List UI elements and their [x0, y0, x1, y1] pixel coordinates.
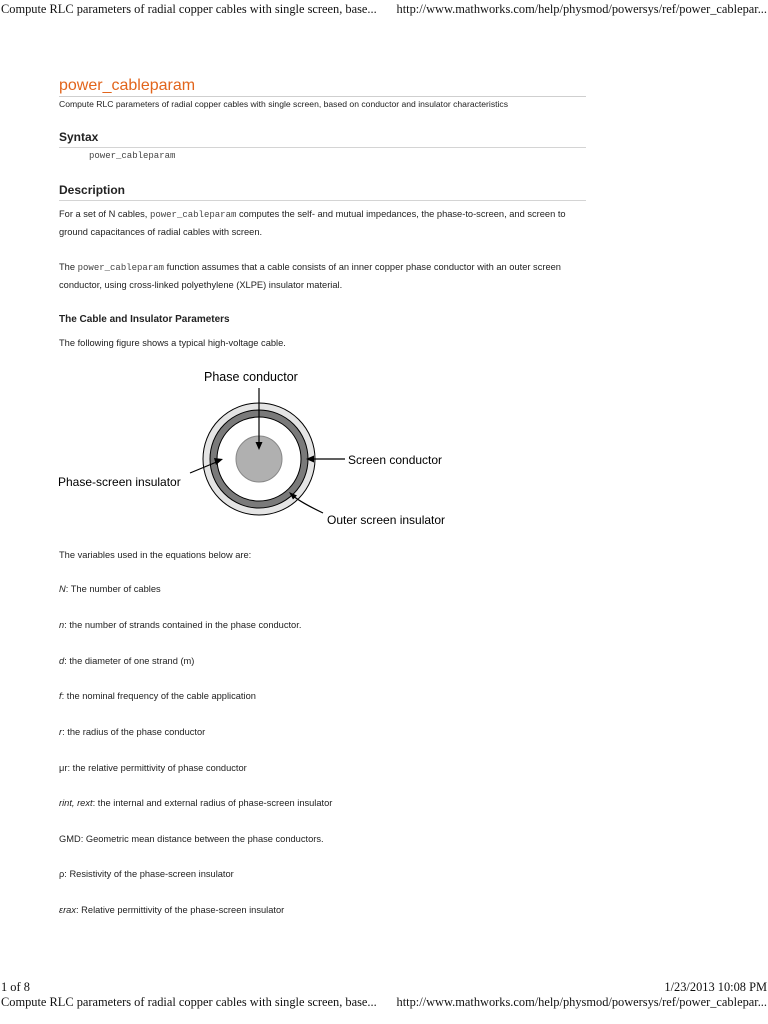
- page-title: power_cableparam: [59, 77, 196, 94]
- print-footer: [0, 980, 768, 996]
- page-count: 1 of 8: [1, 980, 30, 994]
- syntax-heading: Syntax: [59, 130, 99, 144]
- variable-item: εrax: Relative permittivity of the phase-screen insulator: [59, 905, 285, 915]
- cable-diagram: [55, 362, 455, 532]
- desc1-text-after: computes the self- and mutual impedances, the phase-to-screen, and screen to ground capacitances of radial cables with screen.: [59, 209, 566, 237]
- print-header-url: http://www.mathworks.com/help/physmod/powersys/ref/power_cablepar...: [396, 2, 767, 16]
- variable-item: n: the number of strands contained in the phase conductor.: [59, 620, 302, 630]
- desc2-code: power_cableparam: [77, 263, 165, 273]
- description-paragraph-2: [59, 259, 586, 294]
- label-outer-screen-insulator: Outer screen insulator: [327, 513, 446, 527]
- section-heading: The Cable and Insulator Parameters: [59, 314, 230, 325]
- print-header-url-next: http://www.mathworks.com/help/physmod/powersys/ref/power_cablepar...: [396, 995, 767, 1009]
- figure-intro: The following figure shows a typical high-voltage cable.: [59, 338, 286, 348]
- print-header-title: Compute RLC parameters of radial copper cables with single screen, base...: [1, 2, 377, 16]
- print-header-next-page: [0, 995, 768, 1011]
- variable-item: ρ: Resistivity of the phase-screen insulator: [59, 869, 234, 879]
- page-subtitle: Compute RLC parameters of radial copper cables with single screen, based on conductor and insulator characteristics: [59, 99, 509, 109]
- description-heading: Description: [59, 183, 126, 197]
- variable-item: μr: the relative permittivity of phase conductor: [59, 763, 247, 773]
- print-header: [0, 2, 768, 18]
- desc1-code: power_cableparam: [149, 210, 237, 220]
- syntax-code: power_cableparam: [89, 151, 176, 161]
- description-paragraph-1: [59, 206, 586, 241]
- print-header-title-next: Compute RLC parameters of radial copper cables with single screen, base...: [1, 995, 377, 1009]
- variable-item: r: the radius of the phase conductor: [59, 727, 206, 737]
- variable-item: f: the nominal frequency of the cable application: [59, 691, 256, 701]
- desc2-text-before: The: [59, 262, 76, 272]
- label-screen-conductor: Screen conductor: [348, 453, 443, 467]
- title-divider: [59, 96, 586, 97]
- description-divider: [59, 200, 586, 201]
- label-phase-conductor: Phase conductor: [204, 370, 298, 384]
- label-phase-screen-insulator: Phase-screen insulator: [58, 475, 181, 489]
- print-datetime: 1/23/2013 10:08 PM: [664, 980, 767, 994]
- variables-intro: The variables used in the equations below are:: [59, 550, 252, 560]
- desc2-text-after: function assumes that a cable consists of an inner copper phase conductor with an outer screen conductor, using cross-linked polyethylene (XLPE) insulator material.: [59, 262, 561, 290]
- syntax-divider: [59, 147, 586, 148]
- variable-item: d: the diameter of one strand (m): [59, 656, 195, 666]
- desc1-text-before: For a set of N cables,: [59, 209, 148, 219]
- variable-item: rint, rext: the internal and external radius of phase-screen insulator: [59, 798, 333, 808]
- variable-item: GMD: Geometric mean distance between the phase conductors.: [59, 834, 324, 844]
- variable-item: N: The number of cables: [59, 584, 161, 594]
